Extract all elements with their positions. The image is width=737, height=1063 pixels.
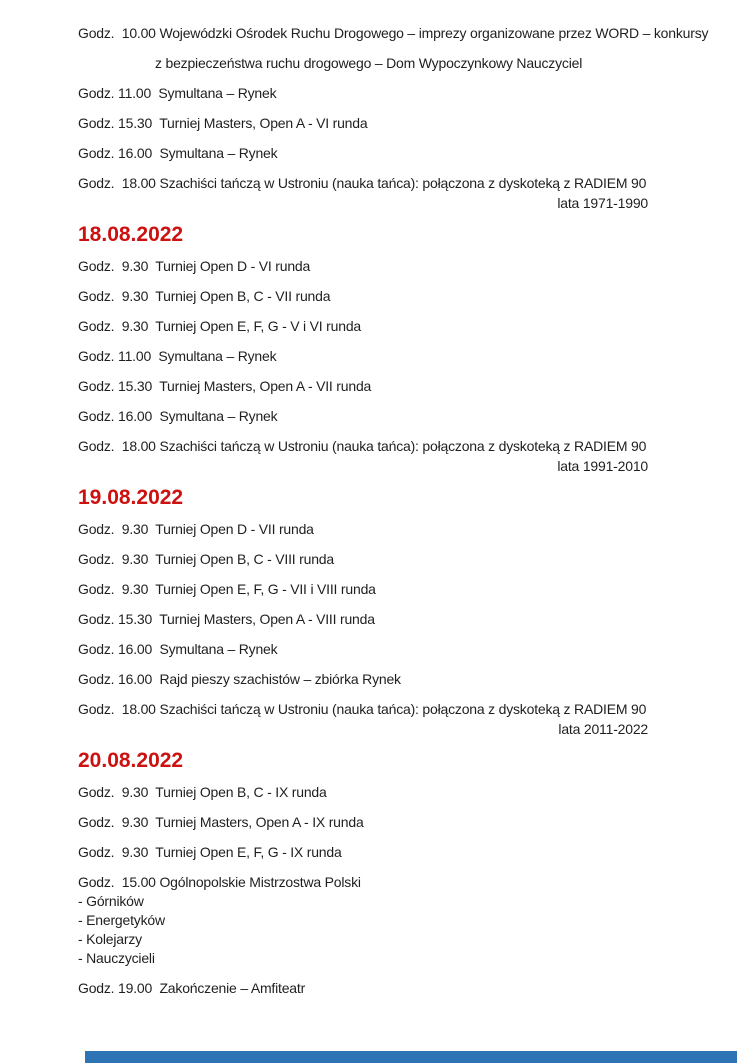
event-entry — [78, 143, 712, 163]
event-entry — [78, 519, 712, 539]
event-line: Godz. 9.30 Turniej Masters, Open A - IX runda — [78, 814, 364, 830]
event-line: Godz. 9.30 Turniej Open B, C - VIII runda — [78, 551, 334, 567]
event-entry — [78, 669, 712, 689]
schedule-section — [78, 782, 712, 998]
event-line: Godz. 9.30 Turniej Open E, F, G - VII i VIII runda — [78, 581, 376, 597]
event-line: Godz. 18.00 Szachiści tańczą w Ustroniu (nauka tańca): połączona z dyskoteką z RADIEM 90 — [78, 175, 647, 191]
event-line: Godz. 16.00 Symultana – Rynek — [78, 641, 278, 657]
event-line: Godz. 10.00 Wojewódzki Ośrodek Ruchu Drogowego – imprezy organizowane przez WORD – konkursy — [78, 25, 709, 41]
event-entry — [78, 23, 712, 73]
event-right-aligned-note: lata 1991-2010 — [557, 458, 648, 474]
footer-banner-strip — [85, 1051, 737, 1063]
event-sublist-item: - Kolejarzy — [78, 931, 142, 947]
event-sublist-item: - Nauczycieli — [78, 950, 155, 966]
event-entry — [78, 316, 712, 336]
event-line: Godz. 9.30 Turniej Open B, C - VII runda — [78, 288, 331, 304]
event-entry — [78, 113, 712, 133]
event-entry — [78, 376, 712, 396]
event-line: Godz. 9.30 Turniej Open E, F, G - V i VI runda — [78, 318, 361, 334]
date-header: 19.08.2022 — [78, 486, 184, 509]
event-entry — [78, 173, 712, 213]
event-line: Godz. 16.00 Rajd pieszy szachistów – zbiórka Rynek — [78, 671, 401, 687]
event-line: Godz. 15.30 Turniej Masters, Open A - VII runda — [78, 378, 372, 394]
event-entry — [78, 256, 712, 276]
event-line: Godz. 16.00 Symultana – Rynek — [78, 408, 278, 424]
event-line: Godz. 9.30 Turniej Open E, F, G - IX runda — [78, 844, 342, 860]
event-right-aligned-note: lata 2011-2022 — [558, 721, 648, 737]
event-line: Godz. 15.00 Ogólnopolskie Mistrzostwa Polski — [78, 874, 361, 890]
event-line: Godz. 11.00 Symultana – Rynek — [78, 348, 277, 364]
event-entry — [78, 699, 712, 739]
schedule-document — [78, 23, 712, 1008]
event-entry — [78, 978, 712, 998]
event-entry — [78, 406, 712, 426]
event-line: Godz. 15.30 Turniej Masters, Open A - VI runda — [78, 115, 368, 131]
event-entry — [78, 579, 712, 599]
event-line: Godz. 16.00 Symultana – Rynek — [78, 145, 278, 161]
event-entry — [78, 872, 712, 968]
event-line: Godz. 18.00 Szachiści tańczą w Ustroniu (nauka tańca): połączona z dyskoteką z RADIEM 90 — [78, 701, 647, 717]
event-entry — [78, 286, 712, 306]
event-line: Godz. 9.30 Turniej Open B, C - IX runda — [78, 784, 327, 800]
schedule-section — [78, 256, 712, 476]
event-entry — [78, 436, 712, 476]
event-entry — [78, 346, 712, 366]
event-entry — [78, 83, 712, 103]
event-entry — [78, 549, 712, 569]
event-entry — [78, 639, 712, 659]
event-line: Godz. 18.00 Szachiści tańczą w Ustroniu (nauka tańca): połączona z dyskoteką z RADIEM 90 — [78, 438, 647, 454]
event-line: Godz. 9.30 Turniej Open D - VI runda — [78, 258, 311, 274]
event-line: Godz. 19.00 Zakończenie – Amfiteatr — [78, 980, 306, 996]
event-entry — [78, 812, 712, 832]
event-line: Godz. 9.30 Turniej Open D - VII runda — [78, 521, 314, 537]
date-header: 18.08.2022 — [78, 223, 184, 246]
date-header: 20.08.2022 — [78, 749, 184, 772]
event-entry — [78, 842, 712, 862]
event-line: Godz. 11.00 Symultana – Rynek — [78, 85, 277, 101]
event-entry — [78, 782, 712, 802]
event-sublist-item: - Energetyków — [78, 912, 165, 928]
event-line: Godz. 15.30 Turniej Masters, Open A - VIII runda — [78, 611, 375, 627]
event-sublist-item: - Górników — [78, 893, 144, 909]
event-right-aligned-note: lata 1971-1990 — [557, 195, 648, 211]
event-continuation-line: z bezpieczeństwa ruchu drogowego – Dom Wypoczynkowy Nauczyciel — [155, 55, 583, 71]
schedule-section — [78, 23, 712, 213]
event-entry — [78, 609, 712, 629]
schedule-section — [78, 519, 712, 739]
